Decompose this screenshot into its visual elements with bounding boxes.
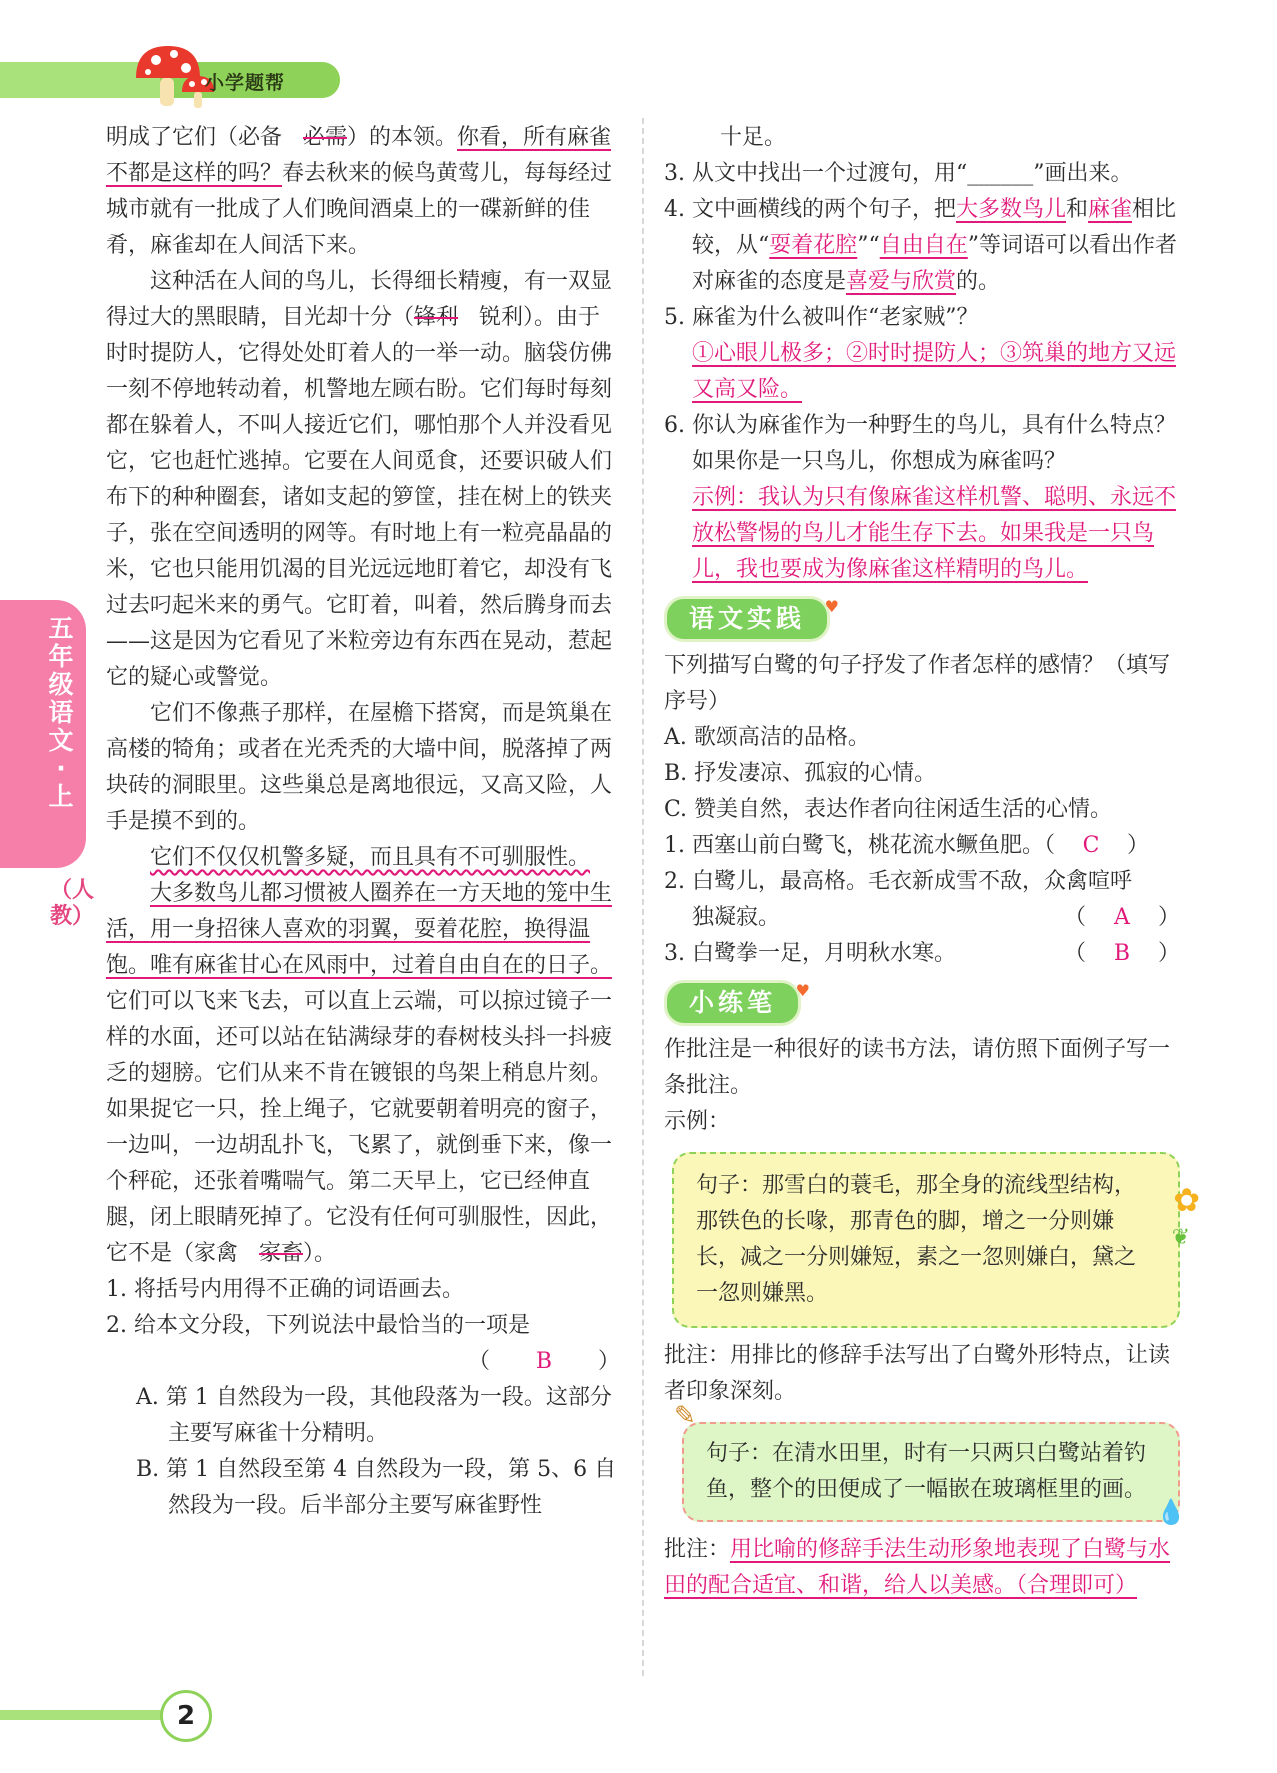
example-note: 批注：用排比的修辞手法写出了白鹭外形特点，让读者印象深刻。 [664,1343,1171,1404]
answer: B [535,1349,553,1374]
text: 它们可以飞来飞去，可以直上云端，可以掠过镜子一样的水面，还可以站在钻满绿芽的春树枝头抖一抖疲乏的翅膀。它们从来不肯在镀银的鸟架上稍息片刻。如果捉它一只，拴上绳子，它就要朝着明亮的窗子，一边叫，一边胡乱扑飞，飞累了，就倒垂下来，像一个秤砣，还张着嘴喘气。第二天早上，它已经伸直腿，闭上眼睛死掉了。它没有任何可驯服性，因此，它不是（家禽 [106,989,613,1266]
text: 3. 白鹭拳一足，月明秋水寒。 [664,941,956,966]
crossed-word: 必需 [303,125,348,150]
question-4 [664,192,1180,300]
text: ）的本领。 [347,125,458,150]
text: ”“ [857,233,880,258]
answer: 喜爱与欣赏 [846,269,957,294]
continuation: 十足。 [720,125,787,150]
example-label: 示例： [664,1109,731,1134]
crossed-word: 家畜 [259,1241,304,1266]
water-drop-icon: 💧 [1156,1498,1186,1526]
heart-icon: ♥ [795,981,811,1000]
section-heading-practice [664,596,840,642]
section-title: 语文实践 [689,604,806,633]
option-b: B. 第 1 自然段至第 4 自然段为一段，第 5、6 自然段为一段。后半部分主要写麻雀野性 [136,1457,617,1518]
question-6: 6. 你认为麻雀作为一种野生的鸟儿，具有什么特点？如果你是一只鸟儿，你想成为麻雀吗？ [664,413,1176,474]
column-divider [642,118,644,1676]
option-b: B. 抒发凄凉、孤寂的心情。 [664,761,937,786]
question-2: 2. 给本文分段，下列说法中最恰当的一项是 [106,1313,530,1338]
example-box [672,1152,1200,1328]
text: 锐利）。由于时时提防人，它得处处盯着人的一举一动。脑袋仿佛一刻不停地转动着，机警地左顾右盼。它们每时每刻都在躲着人，不叫人接近它们，哪怕那个人并没看见它，它也赶忙逃掉。它要在人间觅食，还要识破人们布下的种种圈套，诸如支起的箩筐，挂在树上的铁夹子，张在空间透明的网等。有时地上有一粒亮晶晶的米，它也只能用饥渴的目光远远地盯着它，却没有飞过去叼起米来的勇气。它盯着，叫着，然后腾身而去——这是因为它看见了米粒旁边有东西在晃动，惹起它的疑心或警觉。 [106,305,613,690]
text: 明成了它们（必备 [106,125,283,150]
header-title: 小学题帮 [205,72,286,94]
underlined-sentence: 唯有麻雀甘心在风雨中，过着自由自在的日子。 [150,953,613,978]
page-number: 2 [160,1690,212,1742]
paragraph-3: 它们不像燕子那样，在屋檐下搭窝，而是筑巢在高楼的犄角；或者在光秃秃的大墙中间，脱落掉了两块砖的洞眼里。这些巢总是离地很远，又高又险，人手是摸不到的。 [106,701,613,834]
paragraph-1 [106,120,620,264]
section-heading-writing [664,980,811,1026]
leaf-icon: ❦ [1171,1225,1190,1250]
underlined-sentence: 你看，所有麻雀不都是这样的吗？ [106,125,612,186]
text: ”等词语可以看出作者对麻雀的态度是 [692,233,1178,294]
text: 春去秋来的候鸟黄莺儿，每每经过城市就有一批成了人们晚间酒桌上的一碟新鲜的佳肴，麻雀却在人间活下来。 [106,161,613,258]
task-sentence: 句子：在清水田里，时有一只两只白鹭站着钓鱼，整个的田便成了一幅嵌在玻璃框里的画。 [706,1441,1147,1502]
answer: 示例：我认为只有像麻雀这样机警、聪明、永远不放松警惕的鸟儿才能生存下去。如果我是一只鸟儿，我也要成为像麻雀这样精明的鸟儿。 [692,485,1177,582]
heart-icon: ♥ [824,597,840,616]
question-5: 5. 麻雀为什么被叫作“老家贼”？ [664,305,979,330]
text: 4. 文中画横线的两个句子，把 [664,197,956,222]
answer: 耍着花腔 [769,233,858,258]
item-2: 2. 白鹭儿，最高格。毛衣新成雪不敌，众禽喧呼 [664,869,1132,894]
paragraph-4 [106,840,620,876]
flower-icon: ✿ [1173,1181,1200,1219]
side-tab-edition: （人教） [50,878,95,929]
side-tab-grade: 五年级语文·上 [48,614,74,811]
left-column [106,120,620,1524]
text: 相比较，从“ [692,197,1177,258]
option-a: A. 歌颂高洁的品格。 [664,725,870,750]
section-title: 小练笔 [689,988,777,1017]
text: ）。 [303,1241,337,1266]
transition-sentence: 它们不仅仅机警多疑，而且具有不可驯服性。 [150,845,591,870]
example-sentence: 句子：那雪白的蓑毛，那全身的流线型结构，那铁色的长喙，那青色的脚，增之一分则嫌长，减之一分则嫌短，素之一忽则嫌白，黛之一忽则嫌黑。 [696,1173,1137,1306]
option-c: C. 赞美自然，表达作者向往闲适生活的心情。 [664,797,1113,822]
footer-bar [0,1710,178,1720]
answer: 用比喻的修辞手法生动形象地表现了白鹭与水田的配合适宜、和谐，给人以美感。（合理即可） [664,1537,1171,1598]
writing-intro: 作批注是一种很好的读书方法，请仿照下面例子写一条批注。 [664,1037,1171,1098]
note-label: 批注： [664,1537,731,1562]
paragraph-2 [106,264,620,696]
answer: B [1113,941,1131,966]
paragraph-5 [106,876,620,1272]
text: 这种活在人间的鸟儿，长得细长精瘦，有一双显得过大的黑眼睛，目光却十分（ [106,269,613,330]
option-a: A. 第 1 自然段为一段，其他段落为一段。这部分主要写麻雀十分精明。 [136,1385,612,1446]
answer: 麻雀 [1088,197,1133,222]
text: 的。 [956,269,1001,294]
item-3: 3. 白鹭拳一足，月明秋水寒。 （ B ） [664,936,1180,972]
question-1: 1. 将括号内用得不正确的词语画去。 [106,1277,464,1302]
item-1: 1. 西塞山前白鹭飞，桃花流水鳜鱼肥。（ C ） [664,828,1180,864]
question-6-answer [664,480,1180,588]
text: 1. 西塞山前白鹭飞，桃花流水鳜鱼肥。 [664,833,1044,858]
underlined-sentence: 大多数鸟儿都习惯被人圈养在一方天地的笼中生活，用一身招徕人喜欢的羽翼，耍着花腔，换得温饱。 [106,881,613,978]
answer: 自由自在 [879,233,968,258]
right-column [664,120,1200,1604]
task-box [674,1401,1186,1526]
question-3: 3. 从文中找出一个过渡句，用“______”画出来。 [664,161,1133,186]
broom-icon: ✎ [674,1401,696,1431]
item-2-cont: 独凝寂。 （ A ） [664,900,1180,936]
text: 独凝寂。 [692,905,781,930]
crossed-word: 锋利 [414,305,459,330]
answer: ①心眼儿极多；②时时提防人；③筑巢的地方又远又高又险。 [692,341,1177,402]
answer: C [1082,833,1100,858]
question-2-answer: （ B ） [106,1344,620,1380]
answer: 大多数鸟儿 [955,197,1066,222]
text: 和 [1066,197,1089,222]
practice-question: 下列描写白鹭的句子抒发了作者怎样的感情？（填写序号） [664,653,1171,714]
answer: A [1114,905,1130,930]
task-note [664,1532,1180,1604]
question-5-answer [664,336,1180,408]
